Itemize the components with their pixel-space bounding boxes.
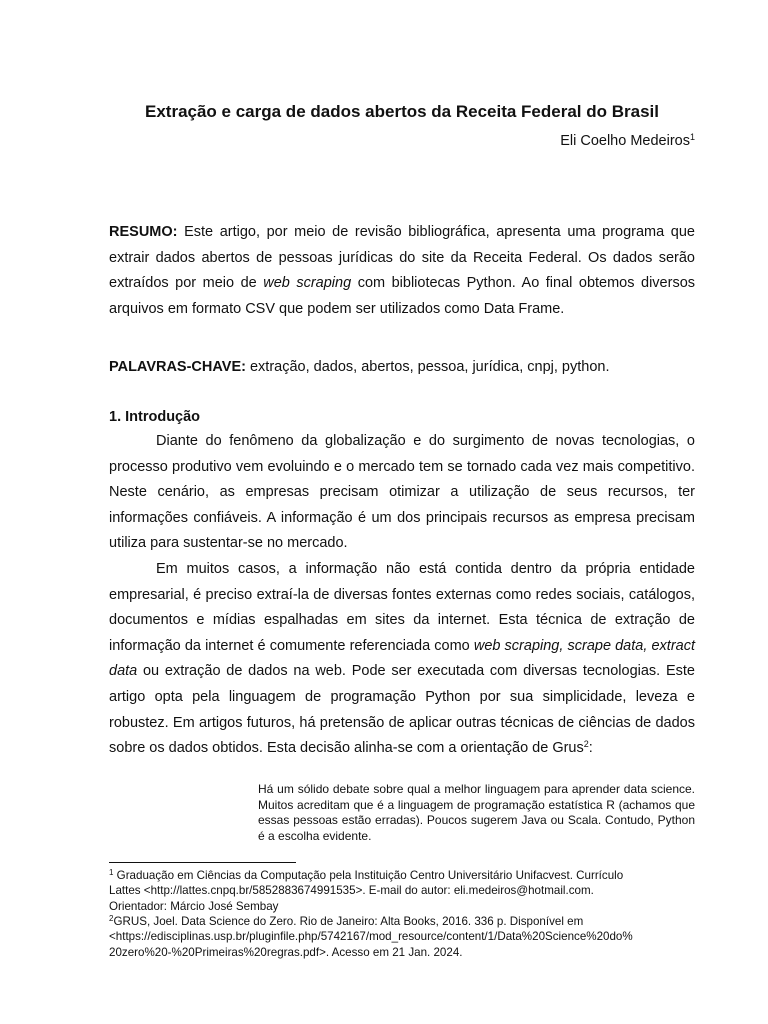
intro-p2-text-a: Em muitos casos, a informação não está contida dentro da própria entidade empresarial, é preciso extraí-la de diversas fontes externas como redes sociais, catálogos, documentos e mídias espalhadas em sites da internet. Esta técnica de extração de informação da internet é comumente referenciada como bbox=[109, 561, 695, 654]
footnote-2 bbox=[109, 914, 695, 960]
keywords bbox=[109, 355, 695, 381]
footnote-separator bbox=[109, 862, 296, 863]
footnote-1-line-1 bbox=[109, 868, 695, 883]
intro-paragraph-1: Diante do fenômeno da globalização e do surgimento de novas tecnologias, o processo produtivo vem evoluindo e o mercado tem se tornado cada vez mais competitivo. Neste cenário, as empresas precisam otimizar a utilização de seus recursos, ter informações confiáveis. A informação é um dos principais recursos as empresa precisam utiliza para sustentar-se no mercado. bbox=[109, 433, 695, 552]
footnote-1-text-1: Graduação em Ciências da Computação pela Instituição Centro Universitário Unifacvest. Currículo bbox=[113, 869, 624, 882]
footnote-1-mark: 1 bbox=[109, 868, 114, 877]
footnote-ref-2[interactable]: 2 bbox=[583, 739, 589, 750]
intro-p2-text-b: ou extração de dados na web. Pode ser executada com diversas tecnologias. Este artigo opta pela linguagem de programação Python por sua simplicidade, leveza e robustez. Em artigos futuros, há pretensão de aplicar outras técnicas de ciências de dados sobre os dados obtidos. Esta decisão alinha-se com a orientação de Grus bbox=[109, 663, 695, 757]
abstract-label: RESUMO: bbox=[109, 224, 178, 240]
abstract bbox=[109, 220, 695, 322]
footnote-1-line-2: Lattes <http://lattes.cnpq.br/5852883674991535>. E-mail do autor: eli.medeiros@hotmail.com. bbox=[109, 884, 594, 898]
abstract-text-1: Este artigo, por meio de revisão bibliográfica, apresenta uma programa que extrair dados abertos de pessoas jurídicas do site da Receita Federal. Os dados serão extraídos por meio de bbox=[109, 224, 695, 292]
paper-title: Extração e carga de dados abertos da Receita Federal do Brasil bbox=[145, 102, 659, 121]
footnote-2-text-1: GRUS, Joel. Data Science do Zero. Rio de Janeiro: Alta Books, 2016. 336 p. Disponível em bbox=[113, 915, 584, 928]
footnote-2-line-3: 20zero%20-%20Primeiras%20regras.pdf>. Acesso em 21 Jan. 2024. bbox=[109, 945, 463, 959]
abstract-text-2: com bibliotecas Python. Ao final obtemos diversos arquivos em formato CSV que podem ser utilizados como Data Frame. bbox=[109, 275, 696, 317]
footnote-1 bbox=[109, 868, 695, 914]
intro-paragraph-2 bbox=[109, 557, 695, 762]
block-quote: Há um sólido debate sobre qual a melhor linguagem para aprender data science. Muitos acreditam que é a linguagem de programação estatística R (achamos que essas pessoas estão erradas). Poucos sugerem Java ou Scala. Contudo, Python é a escolha evidente. bbox=[258, 782, 695, 843]
section-heading-introducao: 1. Introdução bbox=[109, 409, 201, 425]
keywords-label: PALAVRAS-CHAVE: bbox=[109, 359, 246, 375]
author-line bbox=[560, 130, 695, 152]
footnote-1-line-3: Orientador: Márcio José Sembay bbox=[109, 899, 279, 913]
footnote-2-line-2: <https://edisciplinas.usp.br/pluginfile.php/5742167/mod_resource/content/1/Data%20Science%20do% bbox=[109, 930, 633, 944]
keywords-text: extração, dados, abertos, pessoa, jurídica, cnpj, python. bbox=[245, 359, 610, 375]
intro-p2-text-c: : bbox=[588, 740, 593, 757]
abstract-emphasis: web scraping bbox=[263, 275, 352, 292]
footnote-ref-1[interactable]: 1 bbox=[689, 132, 695, 142]
intro-p2-emphasis: web scraping, scrape data, extract data bbox=[109, 637, 695, 680]
author-name: Eli Coelho Medeiros bbox=[560, 133, 690, 149]
footnote-2-mark: 2 bbox=[109, 914, 114, 923]
footnote-2-line-1 bbox=[109, 914, 695, 929]
